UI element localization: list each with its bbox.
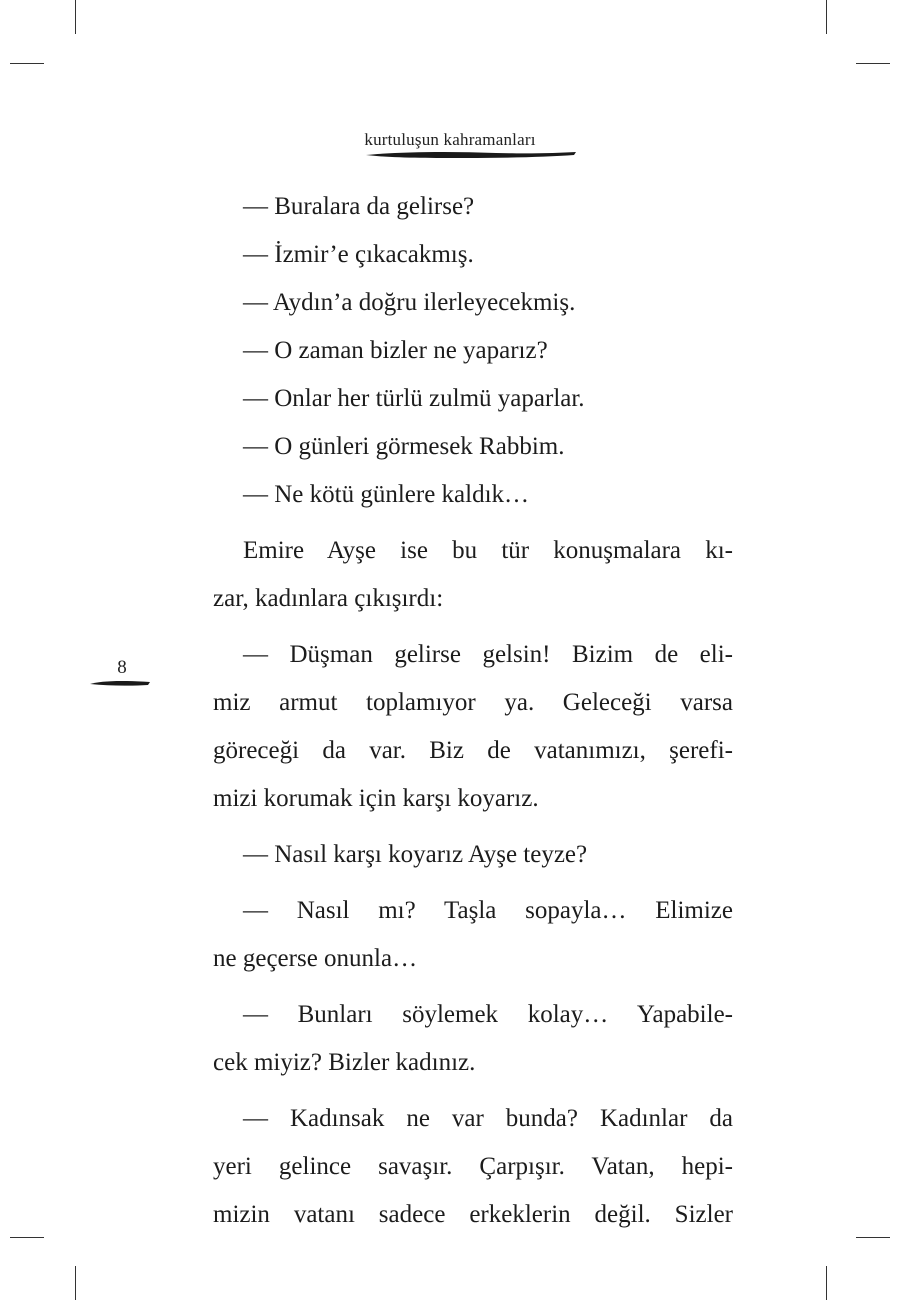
dialogue-line: — Nasıl karşı koyarız Ayşe teyze? <box>243 841 588 868</box>
crop-mark-right-bottom <box>856 1237 890 1238</box>
running-head-title: kurtuluşun kahramanları <box>364 130 536 149</box>
page-number-brush-stroke <box>90 679 150 687</box>
crop-mark-right-top <box>856 63 890 64</box>
paragraph-line: mizi korumak için karşı koyarız. <box>213 785 539 812</box>
crop-mark-top-right <box>826 0 827 34</box>
paragraph-line: göreceği da var. Biz de vatanımızı, şerefi- <box>213 737 733 764</box>
dialogue-line: — Düşman gelirse gelsin! Bizim de eli- <box>243 641 733 668</box>
crop-mark-bottom-left <box>75 1266 76 1300</box>
page-number: 8 <box>117 657 127 678</box>
dialogue-line: — O zaman bizler ne yaparız? <box>243 337 548 364</box>
crop-mark-left-top <box>10 63 44 64</box>
dialogue-line: — Bunları söylemek kolay… Yapabile- <box>243 1001 733 1028</box>
dialogue-line: — Kadınsak ne var bunda? Kadınlar da <box>243 1105 733 1132</box>
crop-mark-top-left <box>75 0 76 34</box>
crop-mark-bottom-right <box>826 1266 827 1300</box>
paragraph-line: cek miyiz? Bizler kadınız. <box>213 1049 476 1076</box>
dialogue-line: — Aydın’a doğru ilerleyecekmiş. <box>243 289 576 316</box>
dialogue-line: — Ne kötü günlere kaldık… <box>243 481 530 508</box>
dialogue-line: — Nasıl mı? Taşla sopayla… Elimize <box>243 897 733 924</box>
dialogue-line: — Onlar her türlü zulmü yaparlar. <box>243 385 585 412</box>
paragraph-line: zar, kadınlara çıkışırdı: <box>213 585 444 612</box>
dialogue-line: — İzmir’e çıkacakmış. <box>243 241 474 268</box>
dialogue-line: — Buralara da gelirse? <box>243 193 475 220</box>
paragraph-line: yeri gelince savaşır. Çarpışır. Vatan, hepi- <box>213 1153 733 1180</box>
dialogue-line: — O günleri görmesek Rabbim. <box>243 433 565 460</box>
body-text <box>213 183 733 1239</box>
paragraph-line: miz armut toplamıyor ya. Geleceği varsa <box>213 689 733 716</box>
crop-mark-left-bottom <box>10 1237 44 1238</box>
paragraph-line: mizin vatanı sadece erkeklerin değil. Sizler <box>213 1201 733 1228</box>
header-brush-stroke <box>366 151 576 159</box>
paragraph-line: Emire Ayşe ise bu tür konuşmalara kı- <box>243 537 733 564</box>
paragraph-line: ne geçerse onunla… <box>213 945 418 972</box>
